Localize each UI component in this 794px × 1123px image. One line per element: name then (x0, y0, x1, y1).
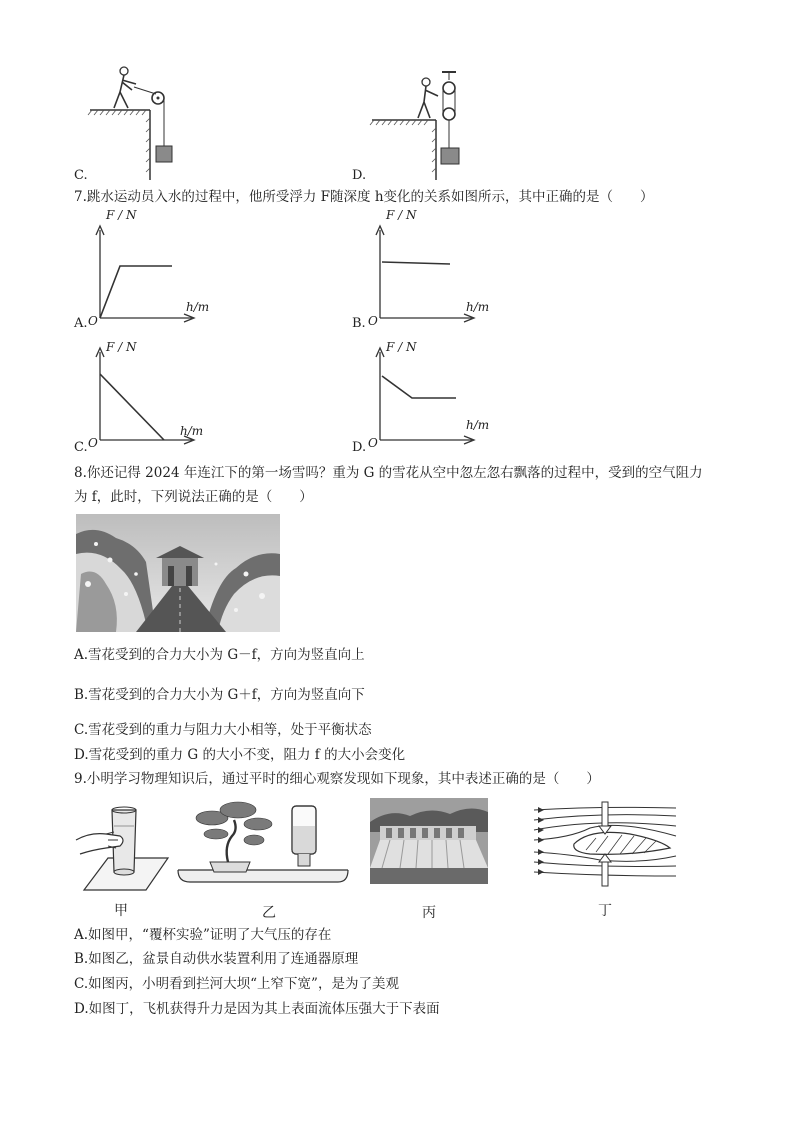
q7-graph-a-y-label: F / N (106, 208, 137, 222)
q8-option-a: A.雪花受到的合力大小为 G－f，方向为竖直向上 (74, 647, 365, 663)
q7-graph-c-origin: O (88, 436, 98, 450)
q8-option-d: D.雪花受到的重力 G 的大小不变，阻力 f 的大小会变化 (74, 747, 406, 763)
pulley-block-drawing-d (368, 68, 478, 182)
q9-caption-bing: 丙 (422, 905, 436, 921)
q9-caption-jia: 甲 (114, 903, 128, 919)
q7-graph-a-origin: O (88, 314, 98, 328)
q7-graph-b-origin: O (368, 314, 378, 328)
q9-caption-ding: 丁 (598, 903, 612, 919)
q6-option-d-label: D. (352, 168, 367, 183)
q6-option-c-label: C. (74, 168, 88, 183)
q8-option-b: B.雪花受到的合力大小为 G＋f，方向为竖直向下 (74, 687, 365, 703)
cup-experiment-figure (76, 796, 172, 892)
q7-graph-c-y-label: F / N (106, 340, 137, 354)
q7-option-a-label: A. (74, 316, 88, 331)
q9-stem: 9.小明学习物理知识后，通过平时的细心观察发现如下现象，其中表述正确的是（ ） (74, 771, 600, 787)
q7-graph-b-x-label: h/m (466, 300, 490, 314)
q6-figure-c (88, 62, 188, 182)
airfoil-flow-figure (530, 798, 680, 890)
pulley-person-drawing-c (88, 62, 188, 182)
q7-graph-d-x-label: h/m (466, 418, 490, 432)
q7-option-d-label: D. (352, 440, 367, 455)
q6-figure-d (368, 68, 478, 182)
q9-option-d: D.如图丁，飞机获得升力是因为其上表面流体压强大于下表面 (74, 1001, 440, 1017)
snow-scene-photo (76, 514, 280, 632)
q7-graph-a-x-label: h/m (186, 300, 210, 314)
q7-graph-c-x-label: h/m (180, 424, 204, 438)
q7-option-c-label: C. (74, 440, 88, 455)
q9-option-b: B.如图乙，盆景自动供水装置利用了连通器原理 (74, 951, 359, 967)
q9-caption-yi: 乙 (262, 905, 276, 921)
q9-option-c: C.如图丙，小明看到拦河大坝“上窄下宽”，是为了美观 (74, 976, 399, 992)
q7-graph-d-y-label: F / N (386, 340, 417, 354)
q8-stem-line2: 为 f，此时，下列说法正确的是（ ） (74, 489, 313, 505)
q7-option-b-label: B. (352, 316, 366, 331)
bonsai-water-supply-figure (176, 796, 350, 892)
q8-option-c: C.雪花受到的重力与阻力大小相等，处于平衡状态 (74, 722, 372, 738)
q7-stem: 7.跳水运动员入水的过程中，他所受浮力 F随深度 h变化的关系如图所示，其中正确的是（ ） (74, 189, 654, 205)
q7-graph-b-y-label: F / N (386, 208, 417, 222)
q8-stem-line1: 8.你还记得 2024 年连江下的第一场雪吗？重为 G 的雪花从空中忽左忽右飘落的过程中，受到的空气阻力 (74, 465, 703, 481)
q9-option-a: A.如图甲，“覆杯实验”证明了大气压的存在 (74, 927, 332, 943)
q7-graph-d-origin: O (368, 436, 378, 450)
dam-photo (370, 798, 488, 884)
